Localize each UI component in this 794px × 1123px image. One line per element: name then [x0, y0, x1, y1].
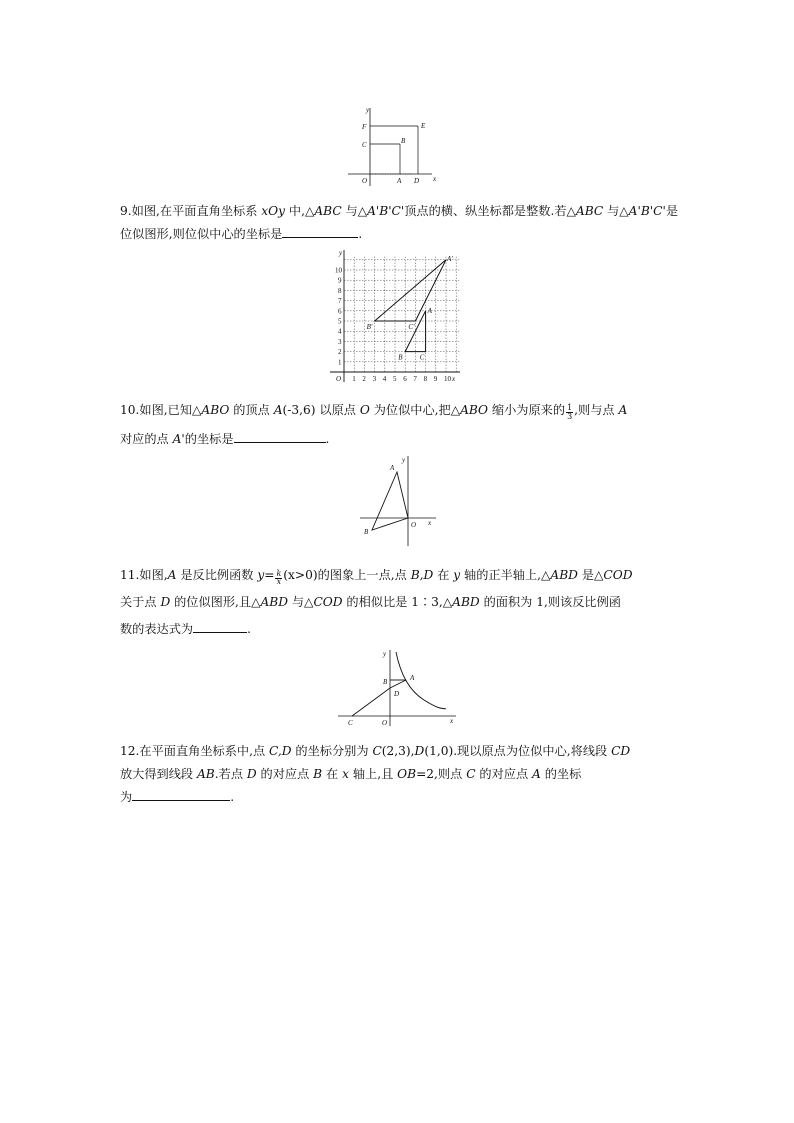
fig8-label-A: A: [397, 177, 402, 185]
figure-10-triangle: [356, 452, 440, 548]
fig8-label-F: F: [362, 123, 367, 131]
figure-8-rectangles: [340, 104, 440, 188]
fig9-x-tick: 5: [393, 375, 397, 383]
fig10-label-y: y: [402, 456, 406, 464]
fig8-label-y: y: [366, 106, 370, 114]
fig9-y-tick: 5: [338, 317, 342, 326]
fig9-label: B: [398, 353, 403, 362]
fig8-label-C: C: [362, 141, 367, 149]
fig9-label: C: [419, 353, 425, 362]
fig9-y-tick: 4: [338, 327, 342, 336]
fig9-label: C': [408, 323, 415, 331]
fig9-x-tick: 2: [362, 375, 366, 383]
fig9-y-tick: 8: [338, 286, 342, 295]
fig10-label-A: A: [390, 464, 395, 472]
fig9-y-tick: 9: [338, 276, 342, 285]
q10-answer-blank[interactable]: [234, 428, 326, 443]
fig9-label: x: [452, 375, 456, 383]
q9-answer-blank[interactable]: [282, 223, 358, 238]
q11-answer-blank[interactable]: [193, 618, 247, 633]
fig9-label: O: [336, 375, 342, 383]
question-9: 9.如图,在平面直角坐标系 xOy 中,△ABC 与△A'B'C'顶点的横、纵坐标都是整数.若△ABC 与△A'B'C'是位似图形,则位似中心的坐标是 .: [120, 204, 678, 241]
fig9-x-tick: 4: [382, 375, 387, 383]
fig9-x-tick: 6: [403, 375, 407, 383]
fig8-label-D: D: [414, 177, 420, 185]
fig9-x-tick: 7: [413, 375, 417, 383]
figure-11-hyperbola: [334, 646, 462, 728]
question-12: 12.在平面直角坐标系中,点 C,D 的坐标分别为 C(2,3),D(1,0).现以原点为位似中心,将线段 CD 放大得到线段 AB.若点 D 的对应点 B 在 x 轴上,且 OB=2,则点 C 的对应点 A 的坐标 为 .: [120, 744, 631, 804]
fig9-x-tick: 1: [352, 375, 356, 383]
fig11-label-D: D: [394, 690, 400, 698]
fig9-label: A': [447, 254, 453, 263]
fig10-label-x: x: [428, 519, 432, 527]
q10-number: 10.: [120, 403, 140, 417]
fig8-label-B: B: [401, 137, 406, 145]
fig9-y-tick: 10: [335, 266, 342, 275]
fig9-x-tick: 8: [423, 375, 428, 383]
q12-number: 12.: [120, 744, 140, 758]
fig8-label-x: x: [433, 175, 437, 183]
fig9-y-tick: 1: [338, 358, 342, 367]
fig9-label: y: [339, 249, 343, 257]
fig8-label-O: O: [362, 177, 368, 185]
fig9-y-tick: 6: [338, 307, 342, 316]
fig11-label-O: O: [382, 719, 388, 727]
fig9-label: B': [366, 323, 373, 331]
fig8-label-E: E: [421, 122, 426, 130]
fig11-label-B: B: [383, 678, 388, 686]
q11-number: 11.: [120, 568, 140, 582]
question-10: 10.如图,已知△ABO 的顶点 A(-3,6) 以原点 O 为位似中心,把△ABO 缩小为原来的 $\frac{1}{3}$ ,则与点 A 对应的点 A'的坐标是 .: [120, 403, 628, 446]
fig10-label-O: O: [411, 521, 417, 529]
q12-answer-blank[interactable]: [132, 786, 230, 801]
fig9-x-tick: 9: [433, 375, 438, 383]
fig9-label: A: [427, 306, 432, 315]
fig10-label-B: B: [364, 528, 369, 536]
fig9-x-tick: 10: [444, 375, 451, 383]
q11-fraction: $\frac{k}{x}$: [276, 569, 282, 586]
fig9-y-tick: 7: [338, 297, 342, 306]
fig11-label-x: x: [450, 717, 454, 725]
fig11-label-y: y: [383, 650, 387, 658]
figure-9-grid: [326, 248, 464, 384]
fig9-y-tick: 3: [338, 337, 342, 346]
question-11: 11.如图,A 是反比例函数 $y=\frac{k}{x}$ (x>0)的图象上一点,点 B,D 在 y 轴的正半轴上,△ABD 是△COD 关于点 D 的位似图形,且△ABD 与△COD 的相似比是 1∶3,△ABD 的面积为 1,则该反比例函 数的表达式为 .: [120, 568, 633, 636]
fig9-x-tick: 3: [372, 375, 377, 383]
q10-fraction: $\frac{1}{3}$: [567, 403, 573, 421]
fig11-label-C: C: [348, 719, 353, 727]
fig11-label-A: A: [410, 674, 415, 682]
fig9-y-tick: 2: [338, 348, 342, 357]
q9-number: 9.: [120, 204, 132, 218]
